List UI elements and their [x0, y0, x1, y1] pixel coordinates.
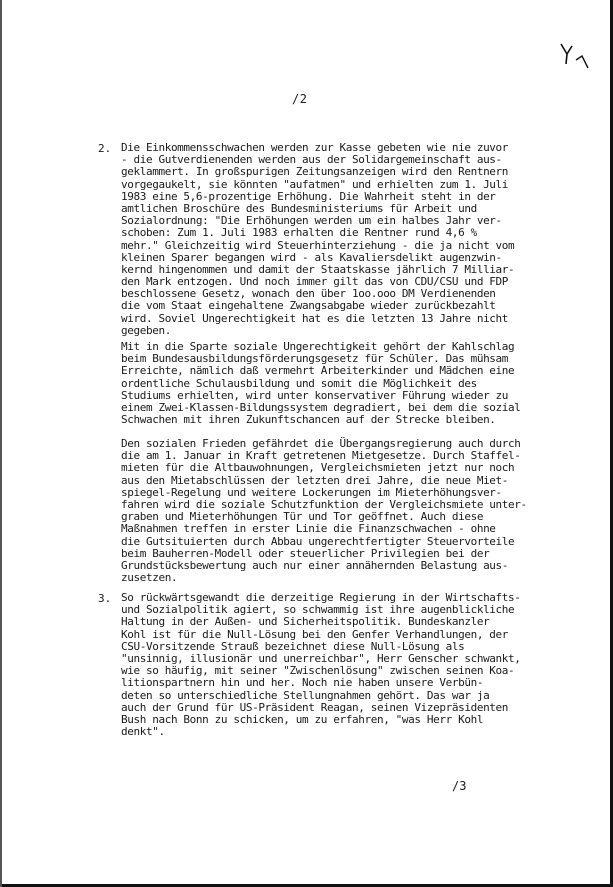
text-line: 1983 eine 5,6-prozentige Erhöhung. Die Wahrheit steht in der — [121, 189, 496, 203]
handwritten-mark-icon — [558, 38, 592, 74]
text-line: kernd hingenommen und damit der Staatskasse jährlich 7 Milliar- — [121, 262, 515, 276]
text-line: deten so unterschiedliche Stellungnahmen gehört. Das war ja — [121, 688, 490, 702]
paragraph — [104, 142, 584, 337]
text-line: den Mark entzogen. Und noch immer gilt das von CDU/CSU und FDP — [121, 275, 509, 289]
text-line: Die Einkommensschwachen werden zur Kasse gebeten wie nie zuvor — [121, 141, 509, 154]
text-line: Grundstücksbewertung auch nur einer annähernden Belastung aus- — [121, 558, 509, 572]
text-line: Sozialordnung: "Die Erhöhungen werden um ein halbes Jahr ver- — [121, 214, 502, 228]
text-line: aus den Mietabschlüssen der letzten drei Jahre, die neue Miet- — [121, 473, 509, 487]
section-number: 2. — [98, 142, 112, 155]
text-line: mieten für die Altbauwohnungen, Vergleichsmieten jetzt nur noch — [121, 461, 515, 475]
text-line: wie so häufig, mit seiner "Zwischenlösung" zwischen seinen Koa- — [121, 664, 515, 678]
page-number-bottom: /3 — [452, 779, 467, 793]
text-line: Schwachen mit ihren Zukunftschancen auf der Strecke bleiben. — [121, 413, 496, 427]
text-line: Studiums erhielten, wird unter konservativer Führung wieder zu — [121, 388, 509, 402]
text-line: wird. Soviel Ungerechtigkeit hat es die letzten 13 Jahre nicht — [121, 311, 509, 325]
text-line: spiegel-Regelung und weitere Lockerungen im Mieterhöhungsver- — [121, 485, 502, 499]
text-line: beschlossene Gesetz, wonach den über 1oo.ooo DM Verdienenden — [121, 287, 496, 301]
text-line: Den sozialen Frieden gefährdet die Übergangsregierung auch durch — [121, 437, 521, 450]
text-line: geklammert. In großspurigen Zeitungsanzeigen wird den Rentnern — [121, 165, 509, 179]
paragraph — [104, 592, 584, 738]
page-number-top: /2 — [292, 92, 308, 106]
text-line: zusetzen. — [121, 571, 178, 585]
text-line: So rückwärtsgewandt die derzeitige Regierung in der Wirtschafts- — [121, 591, 521, 604]
text-line: Bush nach Bonn zu schicken, um zu erfahren, "was Herr Kohl — [121, 712, 484, 726]
text-line: beim Bauherren-Modell oder steuerlicher Privilegien bei der — [121, 546, 490, 560]
text-line: Erreichte, nämlich daß vermehrt Arbeiterkinder und Mädchen eine — [121, 364, 515, 378]
section-3 — [98, 591, 584, 739]
text-line: fahren wird die soziale Schutzfunktion der Vergleichsmiete unter- — [121, 497, 527, 511]
text-line: Maßnahmen treffen in erster Linie die Finanzschwachen - ohne — [121, 522, 496, 536]
text-line: mehr." Gleichzeitig wird Steuerhinterziehung - die ja nicht vom — [121, 238, 515, 252]
text-line: und Sozialpolitik agiert, so schwammig ist ihre augenblickliche — [121, 603, 515, 617]
text-line: die Gutsituierten durch Abbau ungerechtfertigter Steuervorteile — [121, 534, 515, 548]
paragraph-mietgesetze — [104, 438, 584, 584]
text-line: litionspartnern hin und her. Noch nie haben unsere Verbün- — [121, 676, 484, 690]
text-line: ordentliche Schulausbildung und somit die Möglichkeit des — [121, 376, 477, 390]
text-line: Kohl ist für die Null-Lösung bei den Genfer Verhandlungen, der — [121, 627, 509, 641]
text-line: auch der Grund für US-Präsident Reagan, seinen Vizepräsidenten — [121, 700, 509, 714]
text-line: CSU-Vorsitzende Strauß bezeichnet diese Null-Lösung als — [121, 639, 465, 653]
scan-edge — [0, 0, 2, 887]
text-line: beim Bundesausbildungsförderungsgesetz für Schüler. Das mühsam — [121, 352, 509, 366]
text-line: denkt". — [121, 725, 165, 739]
section-2 — [98, 141, 584, 337]
text-line: kleinen Sparer begangen wird - als Kavaliersdelikt augenzwin- — [121, 250, 502, 264]
text-line: einem Zwei-Klassen-Bildungssystem degradiert, bei dem die sozial — [121, 400, 521, 414]
text-line: schoben: Zum 1. Juli 1983 erhalten die Rentner rund 4,6 % — [121, 226, 477, 240]
text-line: Mit in die Sparte soziale Ungerechtigkeit gehört der Kahlschlag — [121, 340, 515, 353]
section-number: 3. — [98, 592, 112, 605]
text-line: vorgegaukelt, sie könnten "aufatmen" und erhielten zum 1. Juli — [121, 177, 509, 191]
paragraph-kahlschlag — [104, 341, 584, 426]
text-line: graben und Mieterhöhungen Tür und Tor geöffnet. Auch diese — [121, 510, 484, 524]
text-line: - die Gutverdienenden werden aus der Solidargemeinschaft aus- — [121, 153, 502, 167]
text-line: die am 1. Januar in Kraft getretenen Mietgesetze. Durch Staffel- — [121, 449, 521, 463]
text-line: Haltung in der Außen- und Sicherheitspolitik. Bundeskanzler — [121, 615, 490, 629]
text-line: "unsinnig, illusionär und unerreichbar", Herr Genscher schwankt, — [121, 651, 521, 665]
text-line: die vom Staat eingehaltene Zwangsabgabe wieder zurückbezahlt — [121, 299, 496, 313]
text-line: gegeben. — [121, 323, 171, 337]
text-line: amtlichen Broschüre des Bundesministeriums für Arbeit und — [121, 201, 477, 215]
